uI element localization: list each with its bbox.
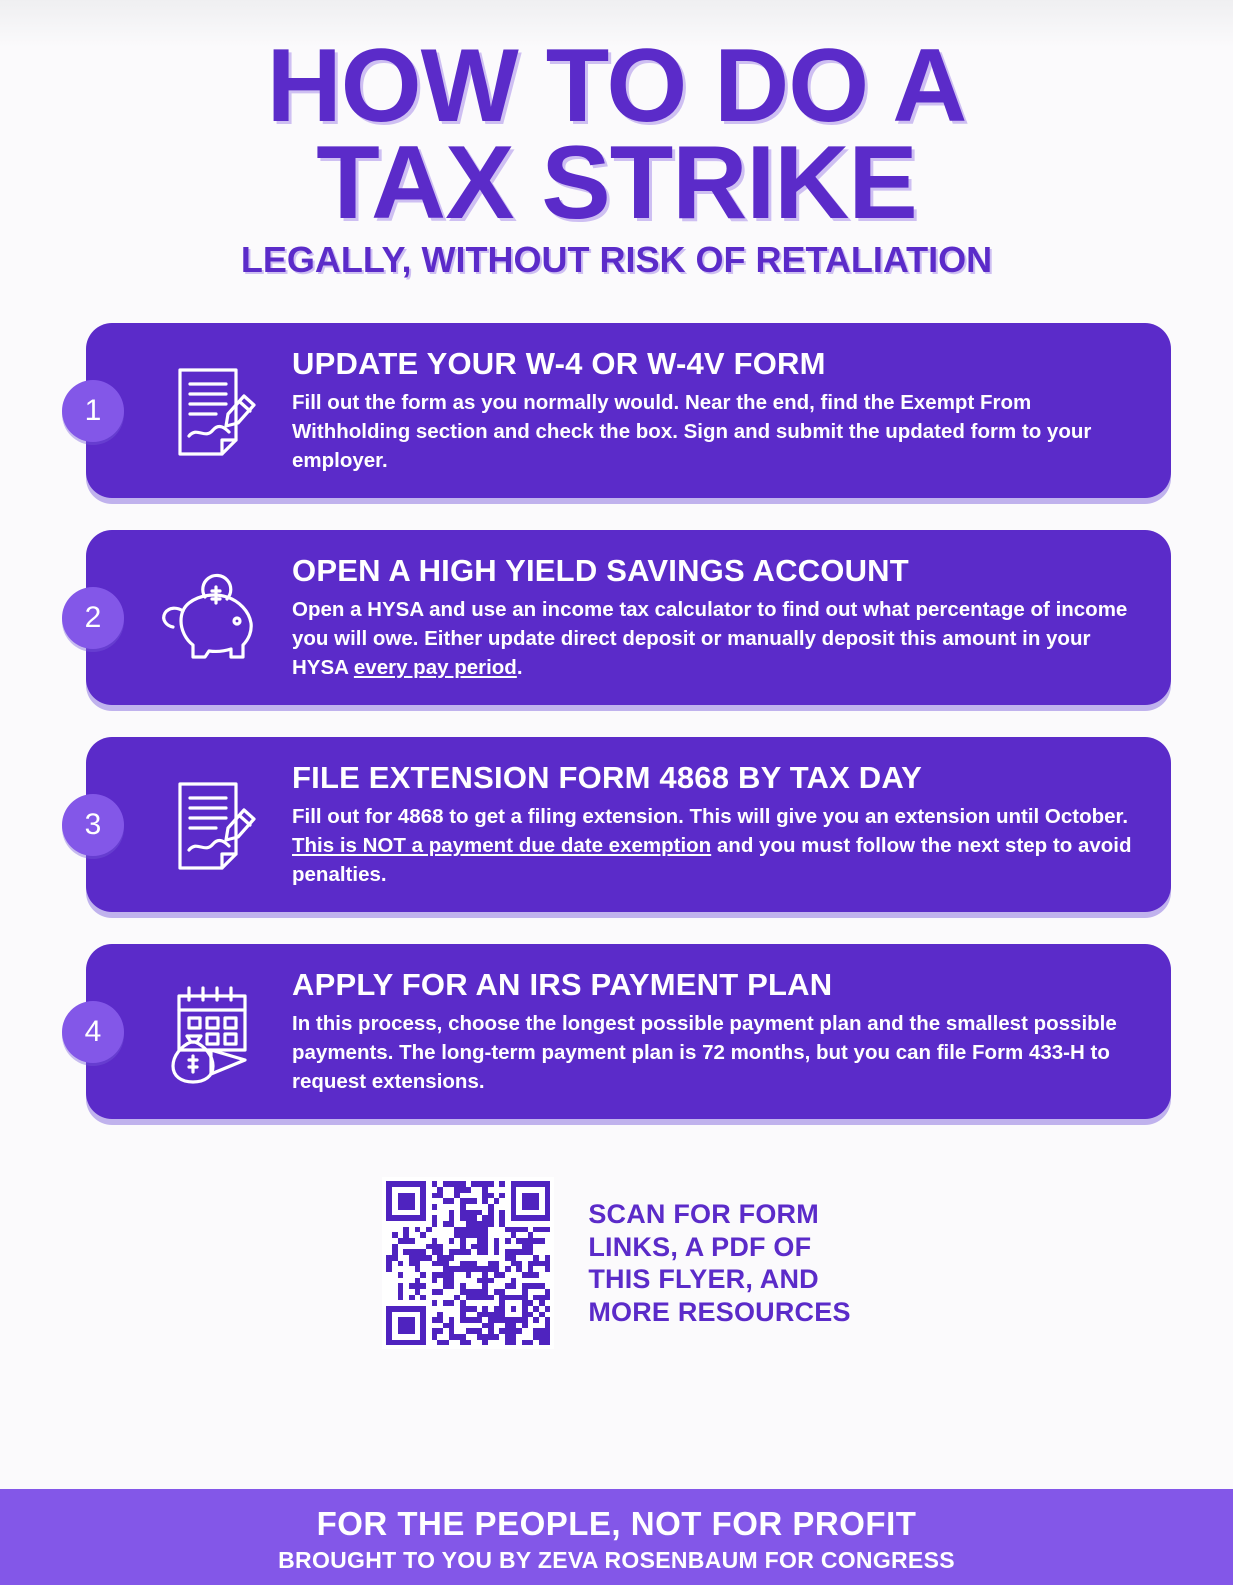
step-text bbox=[292, 553, 1145, 682]
step-body-part: . bbox=[516, 656, 523, 680]
step-item bbox=[62, 944, 1171, 1119]
step-item bbox=[62, 323, 1171, 498]
step-item bbox=[62, 530, 1171, 705]
qr-caption bbox=[588, 1198, 850, 1330]
step-body bbox=[292, 802, 1135, 889]
step-title: UPDATE YOUR W-4 OR W-4V FORM bbox=[292, 346, 826, 382]
step-item bbox=[62, 737, 1171, 912]
step-body-part: Fill out the form as you normally would. Near the end, find the Exempt From Withholding section and check the box. Sign and submit the updated form to your employer. bbox=[292, 391, 1092, 473]
piggy-bank-icon bbox=[148, 558, 278, 678]
step-number-badge: 3 bbox=[62, 794, 124, 856]
step-body-emphasis: This is NOT a payment due date exemption bbox=[292, 834, 712, 858]
step-body bbox=[292, 595, 1135, 682]
step-card bbox=[86, 944, 1171, 1119]
step-body-part: Fill out for 4868 to get a filing extension. This will give you an extension until October. bbox=[292, 805, 1129, 829]
header bbox=[0, 0, 1233, 281]
page-subtitle: LEGALLY, WITHOUT RISK OF RETALIATION bbox=[240, 239, 993, 281]
document-pencil-icon bbox=[148, 765, 278, 885]
step-body bbox=[292, 1009, 1135, 1096]
page-title-line1: HOW TO DO A bbox=[266, 28, 967, 144]
qr-caption-line1: SCAN FOR FORM bbox=[588, 1198, 819, 1229]
step-text bbox=[292, 967, 1145, 1096]
footer-sub-text: BROUGHT TO YOU BY ZEVA ROSENBAUM FOR CONGRESS bbox=[278, 1547, 955, 1573]
step-card bbox=[86, 323, 1171, 498]
step-card bbox=[86, 530, 1171, 705]
qr-code-icon[interactable] bbox=[382, 1177, 554, 1349]
qr-caption-line3: THIS FLYER, AND bbox=[588, 1264, 819, 1295]
qr-section bbox=[0, 1177, 1233, 1349]
qr-caption-line2: LINKS, A PDF OF bbox=[588, 1231, 812, 1262]
page-title-line2: TAX STRIKE bbox=[316, 124, 917, 241]
step-body bbox=[292, 388, 1135, 475]
document-pencil-icon bbox=[148, 351, 278, 471]
step-title: APPLY FOR AN IRS PAYMENT PLAN bbox=[292, 967, 833, 1003]
calendar-money-bag-icon bbox=[148, 972, 278, 1092]
qr-caption-line4: MORE RESOURCES bbox=[588, 1297, 851, 1328]
step-title: OPEN A HIGH YIELD SAVINGS ACCOUNT bbox=[292, 553, 909, 589]
step-number-badge: 2 bbox=[62, 587, 124, 649]
step-text bbox=[292, 760, 1145, 889]
step-body-part: Open a HYSA and use an income tax calculator to find out what percentage of income you will owe. Either update direct deposit or manually deposit this amount in your HYSA bbox=[292, 598, 1128, 680]
steps-list bbox=[0, 323, 1233, 1119]
step-number-badge: 4 bbox=[62, 1001, 124, 1063]
step-title: FILE EXTENSION FORM 4868 BY TAX DAY bbox=[292, 760, 923, 796]
footer-main-text: FOR THE PEOPLE, NOT FOR PROFIT bbox=[316, 1505, 917, 1542]
step-card bbox=[86, 737, 1171, 912]
step-text bbox=[292, 346, 1145, 475]
footer bbox=[0, 1489, 1233, 1585]
step-body-emphasis: every pay period bbox=[353, 656, 517, 680]
step-body-part: and you must follow the next step to avoid penalties. bbox=[292, 834, 1132, 887]
step-number-badge: 1 bbox=[62, 380, 124, 442]
step-body-part: In this process, choose the longest possible payment plan and the smallest possible payments. The long-term payment plan is 72 months, but you can file Form 433-H to request extensions. bbox=[292, 1012, 1117, 1094]
